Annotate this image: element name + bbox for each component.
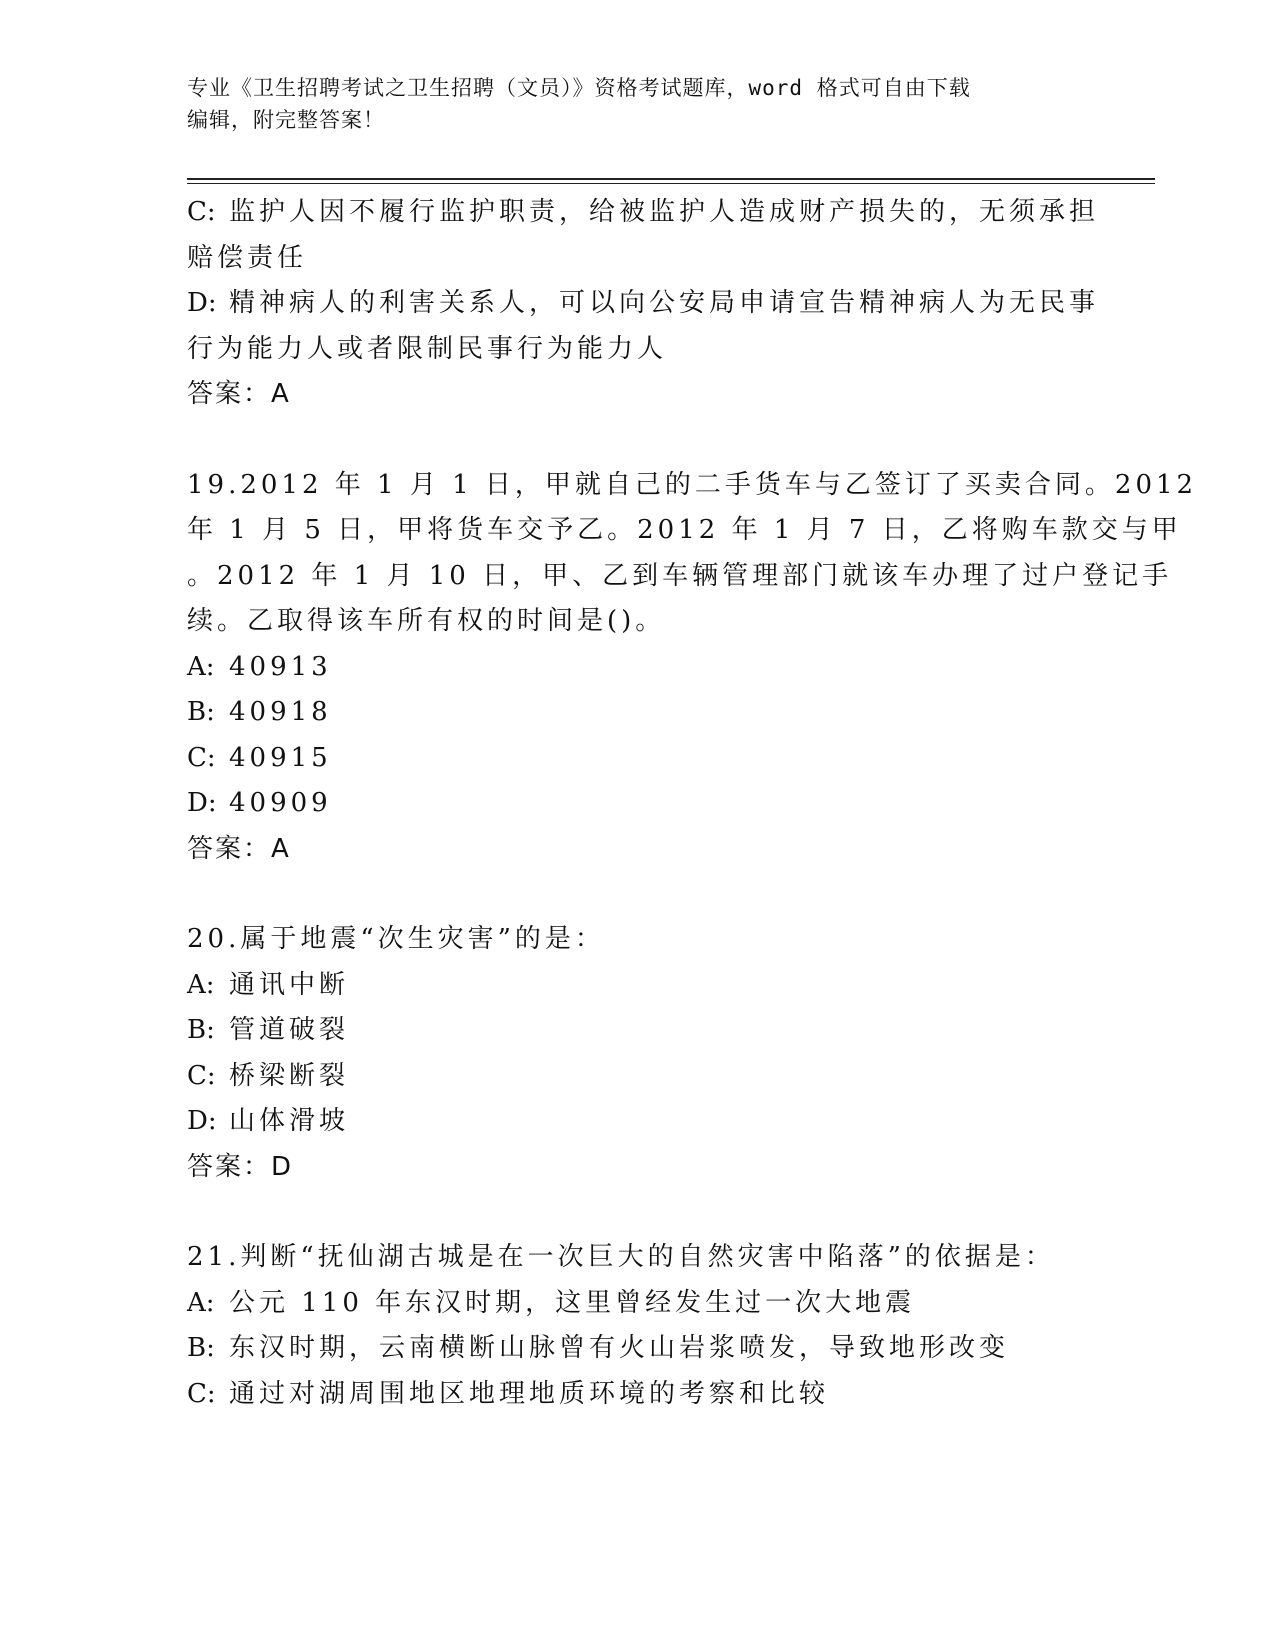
q20-option-a-text: 通讯中断 — [229, 969, 350, 1000]
option-label-d: D: — [187, 1106, 217, 1136]
prev-answer: 答案：A — [187, 379, 291, 409]
q20-stem: 20.属于地震“次生灾害”的是： — [187, 924, 605, 954]
q21-option-c-text: 通过对湖周围地区地理地质环境的考察和比较 — [229, 1378, 830, 1409]
q19-stem-line-1: 19.2012 年 1 月 1 日，甲就自己的二手货车与乙签订了买卖合同。2012 — [187, 469, 1198, 500]
q21-option-b-text: 东汉时期，云南横断山脉曾有火山岩浆喷发，导致地形改变 — [229, 1333, 1010, 1363]
q20-option-c — [187, 1054, 1087, 1100]
question-body — [187, 190, 1198, 1417]
q19-option-c-text: 40915 — [229, 742, 332, 773]
q19-stem-line-2: 年 1 月 5 日，甲将货车交予乙。2012 年 1 月 7 日，乙将购车款交与甲 — [187, 515, 1182, 545]
prev-option-d-cont: 行为能力人或者限制民事行为能力人 — [187, 333, 668, 364]
option-label-b: B: — [187, 1333, 215, 1363]
q20-option-d-text: 山体滑坡 — [229, 1106, 350, 1136]
prev-option-d — [187, 281, 1100, 327]
q20-option-d — [187, 1099, 1087, 1145]
q19-option-a — [187, 645, 1087, 691]
option-label-c: C: — [187, 742, 216, 773]
q19-option-d — [187, 781, 1087, 827]
q21-option-c — [187, 1372, 1087, 1418]
option-label-a: A: — [187, 969, 215, 1000]
spacer — [187, 1190, 1087, 1235]
q20-option-a — [187, 963, 1087, 1009]
q20-option-b-text: 管道破裂 — [229, 1015, 350, 1045]
prev-option-c — [187, 190, 1100, 236]
q19-option-c — [187, 736, 1087, 782]
option-label-b: B: — [187, 1015, 215, 1045]
option-label-d: D: — [187, 788, 217, 818]
q19-answer: 答案：A — [187, 833, 291, 864]
option-label-c: C: — [187, 1378, 216, 1409]
option-label-a: A: — [187, 651, 215, 682]
q19-option-d-text: 40909 — [229, 788, 332, 818]
prev-option-d-text: 精神病人的利害关系人，可以向公安局申请宣告精神病人为无民事 — [229, 288, 1100, 318]
prev-option-c-text: 监护人因不履行监护职责，给被监护人造成财产损失的，无须承担 — [229, 197, 1100, 227]
q20-option-c-text: 桥梁断裂 — [229, 1060, 350, 1091]
q19-stem-line-3: 。2012 年 1 月 10 日，甲、乙到车辆管理部门就该车办理了过户登记手 — [187, 560, 1173, 591]
page-header — [187, 72, 1087, 136]
q19-stem-line-4: 续。乙取得该车所有权的时间是()。 — [187, 606, 666, 636]
option-label-b: B: — [187, 697, 215, 727]
prev-option-c-cont: 赔偿责任 — [187, 242, 308, 273]
q20-answer: 答案：D — [187, 1151, 294, 1182]
q21-option-b — [187, 1326, 1087, 1372]
q19-option-a-text: 40913 — [229, 651, 332, 682]
q20-option-b — [187, 1008, 1087, 1054]
header-line-2: 编辑，附完整答案！ — [187, 108, 385, 132]
header-line-1: 专业《卫生招聘考试之卫生招聘（文员）》资格考试题库，word 格式可自由下载 — [187, 76, 971, 100]
q21-option-a — [187, 1281, 1087, 1327]
option-label-c: C: — [187, 1060, 216, 1091]
q21-stem: 21.判断“抚仙湖古城是在一次巨大的自然灾害中陷落”的依据是： — [187, 1242, 1055, 1272]
option-label-a: A: — [187, 1287, 215, 1318]
spacer — [187, 872, 1087, 917]
q19-option-b-text: 40918 — [229, 697, 332, 727]
option-label-c: C: — [187, 197, 216, 227]
header-divider-thick — [187, 178, 1155, 180]
q21-option-a-text: 公元 110 年东汉时期，这里曾经发生过一次大地震 — [229, 1287, 916, 1318]
q19-option-b — [187, 690, 1087, 736]
header-divider-thin — [187, 183, 1155, 184]
spacer — [187, 418, 1087, 463]
option-label-d: D: — [187, 288, 217, 318]
